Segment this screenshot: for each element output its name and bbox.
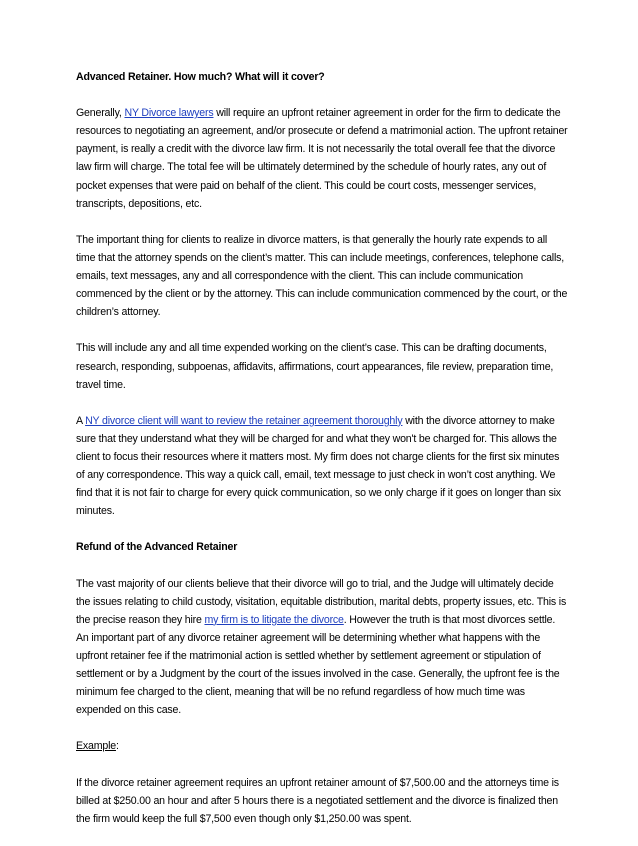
section-heading-advanced-retainer: Advanced Retainer. How much? What will it cover? — [76, 71, 325, 83]
paragraph-intro-text-start: Generally, — [76, 107, 125, 120]
paragraph-hourly-rate: The important thing for clients to realize in divorce matters, is that generally the hourly rate expends to all time that the attorney spends on the client’s matter. This can include meetings, conferences, telephone calls, emails, text messages, any and all correspondence with the client. This can include communication commenced by the client or by the attorney. This can include communication commenced by the court, or the children’s attorney. — [76, 233, 568, 319]
paragraph-refund-text-end: . However the truth is that most divorces settle. An important part of any divorce retainer agreement will be determining whether what happens with the upfront retainer fee if the matrimonial action is settled whether by settlement agreement or stipulation of settlement or by a Judgment by the court of the issues involved in the case. Generally, the upfront fee is the minimum fee charged to the client, meaning that will be no refund regardless of how much time was expended on this case. — [76, 613, 560, 717]
litigate-divorce-link[interactable]: my firm is to litigate the divorce — [204, 613, 344, 626]
example-label-line — [76, 737, 568, 755]
document-page — [76, 68, 568, 846]
ny-divorce-lawyers-link[interactable]: NY Divorce lawyers — [124, 107, 214, 120]
paragraph-refund-text-start: The vast majority of our clients believe that their divorce will go to trial, and the Judge will ultimately decide the issues relating to child custody, visitation, equitable distribution, marital debts, property issues, etc. This is the precise reason they hire — [76, 577, 567, 626]
paragraph-refund — [76, 575, 568, 720]
review-retainer-agreement-link[interactable]: NY divorce client will want to review the retainer agreement thoroughly — [85, 414, 403, 427]
paragraph-review-text-start: A — [76, 414, 86, 427]
paragraph-review-agreement — [76, 412, 568, 521]
example-label: Example — [76, 740, 116, 753]
paragraph-review-text-end: with the divorce attorney to make sure that they understand what they will be charged for and what they won't be charged for. This allows the client to focus their resources where it matters most. My firm does not charge clients for the first six minutes of any correspondence. This way a quick call, email, text message to just check in won’t cost anything. We find that it is not fair to charge for every quick communication, so we only charge if it goes on longer than six minutes. — [76, 414, 561, 518]
paragraph-intro-text-end: will require an upfront retainer agreement in order for the firm to dedicate the resources to negotiating an agreement, and/or prosecute or defend a matrimonial action. The upfront retainer payment, is really a credit with the divorce law firm. It is not necessarily the total overall fee that the divorce law firm will charge. The total fee will be ultimately determined by the schedule of hourly rates, any out of pocket expenses that were paid on behalf of the client. This could be court costs, messenger services, transcripts, depositions, etc. — [76, 107, 568, 210]
section-heading-refund: Refund of the Advanced Retainer — [76, 541, 238, 554]
paragraph-example: If the divorce retainer agreement requires an upfront retainer amount of $7,500.00 and the attorneys time is billed at $250.00 an hour and after 5 hours there is a negotiated settlement and the divorce is finalized then the firm would keep the full $7,500 even though only $1,250.00 was spent. — [76, 776, 559, 825]
paragraph-intro — [76, 104, 568, 213]
paragraph-time-expended: This will include any and all time expended working on the client’s case. This can be drafting documents, research, responding, subpoenas, affidavits, affirmations, court appearances, file review, preparation time, travel time. — [76, 342, 554, 391]
example-colon: : — [115, 740, 119, 753]
